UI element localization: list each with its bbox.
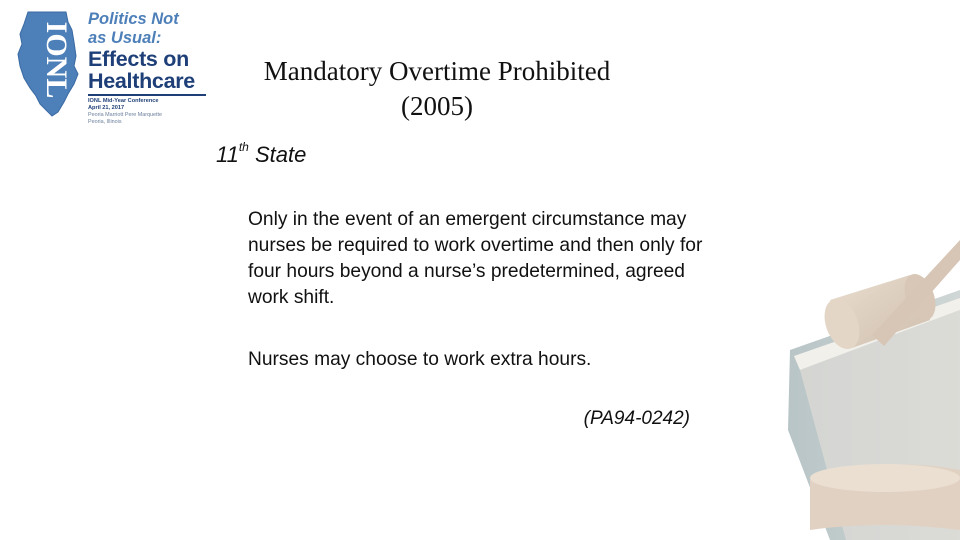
gavel-decoration-icon	[760, 230, 960, 540]
slide-title-line-1: Mandatory Overtime Prohibited	[263, 56, 611, 86]
logo-line-1: Politics Not	[88, 10, 179, 28]
logo-map-text: IONL	[40, 21, 73, 99]
subtitle-word: State	[254, 142, 307, 167]
logo-line-4: Healthcare	[88, 69, 195, 93]
subtitle-ordinal-suffix: th	[238, 140, 249, 154]
body-paragraph-1: Only in the event of an emergent circumstance may nurses be required to work overtime and then only for four hours beyond a nurse’s predetermined, agreed work shift.	[248, 209, 703, 308]
illinois-map-icon	[14, 8, 84, 118]
logo-text-block	[88, 10, 218, 126]
logo-conference-city: Peoria, Illinois	[88, 119, 122, 125]
slide-title	[214, 54, 660, 124]
slide-title-line-2: (2005)	[401, 91, 473, 121]
body-paragraph-2: Nurses may choose to work extra hours.	[248, 349, 592, 370]
subtitle-number: 11	[216, 142, 239, 167]
logo-line-2: as Usual:	[88, 29, 162, 47]
logo-line-3: Effects on	[88, 47, 189, 71]
slide-subtitle	[216, 142, 306, 168]
logo-divider	[88, 94, 206, 96]
logo-conference-venue: Peoria Marriott Pere Marquette	[88, 112, 163, 118]
logo-conference-name: IONL Mid-Year Conference	[88, 98, 159, 104]
conference-logo	[14, 8, 214, 125]
logo-conference-date: April 21, 2017	[88, 105, 125, 111]
citation: (PA94-0242)	[583, 408, 690, 429]
